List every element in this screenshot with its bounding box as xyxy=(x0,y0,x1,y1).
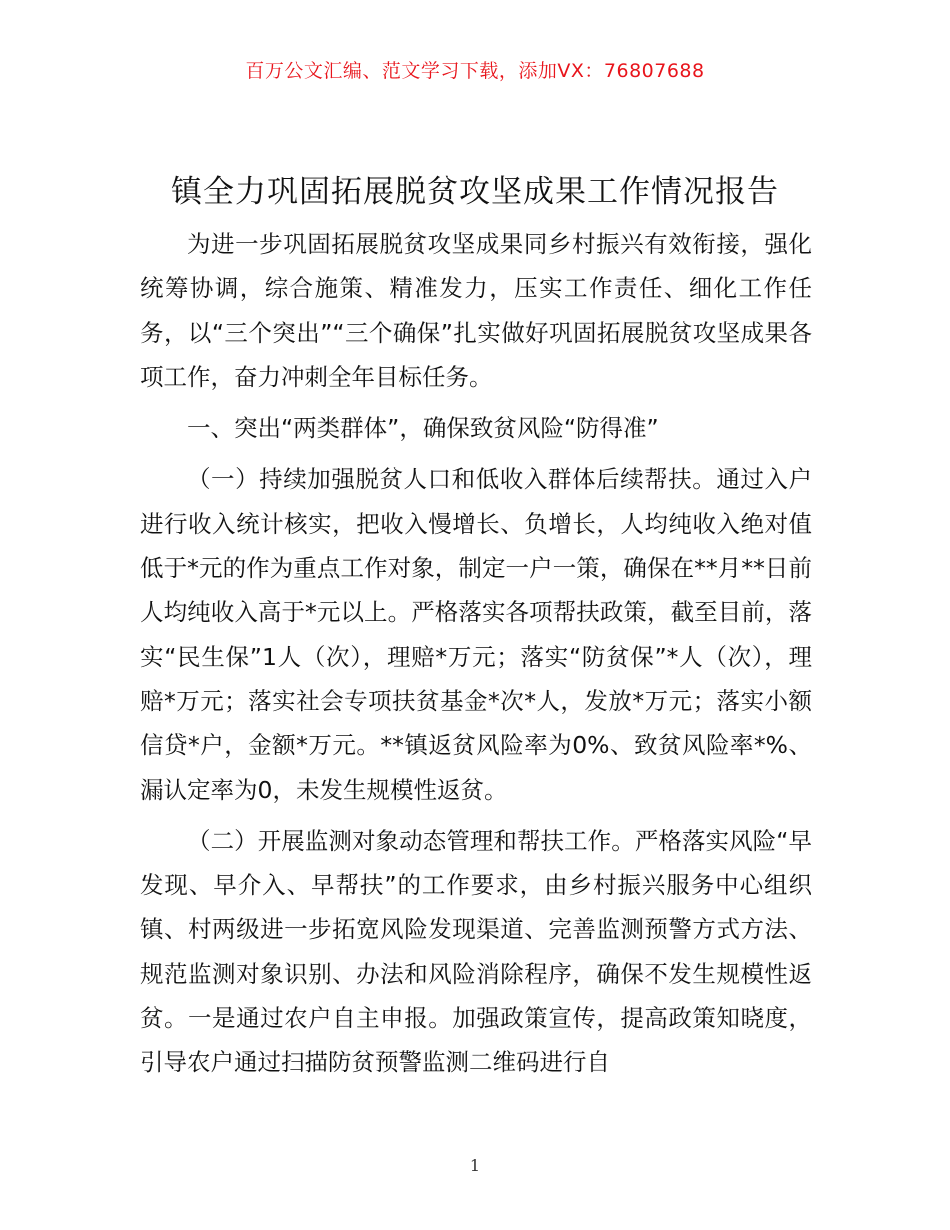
header-banner: 百万公文汇编、范文学习下载，添加VX：76807688 xyxy=(245,60,705,82)
document-body xyxy=(140,222,812,1085)
subsection-paragraph-1: （一）持续加强脱贫人口和低收入群体后续帮扶。通过入户进行收入统计核实，把收入慢增长、负增长，人均纯收入绝对值低于*元的作为重点工作对象，制定一户一策，确保在**月**日前人均纯收入高于*元以上。严格落实各项帮扶政策，截至目前，落实“民生保”1人（次），理赔*万元；落实“防贫保”*人（次），理赔*万元；落实社会专项扶贫基金*次*人，发放*万元；落实小额信贷*户，金额*万元。**镇返贫风险率为0%、致贫风险率*%、漏认定率为0，未发生规模性返贫。 xyxy=(140,465,812,804)
document-title: 镇全力巩固拓展脱贫攻坚成果工作情况报告 xyxy=(171,174,779,210)
intro-paragraph: 为进一步巩固拓展脱贫攻坚成果同乡村振兴有效衔接，强化统筹协调，综合施策、精准发力，压实工作责任、细化工作任务，以“三个突出”“三个确保”扎实做好巩固拓展脱贫攻坚成果各项工作，奋力冲刺全年目标任务。 xyxy=(140,230,812,391)
subsection-paragraph-2: （二）开展监测对象动态管理和帮扶工作。严格落实风险“早发现、早介入、早帮扶”的工作要求，由乡村振兴服务中心组织镇、村两级进一步拓宽风险发现渠道、完善监测预警方式方法、规范监测对象识别、办法和风险消除程序，确保不发生规模性返贫。一是通过农户自主申报。加强政策宣传，提高政策知晓度，引导农户通过扫描防贫预警监测二维码进行自 xyxy=(140,826,812,1077)
section-heading-1: 一、突出“两类群体”，确保致贫风险“防得准” xyxy=(187,414,659,443)
page-number: 1 xyxy=(469,1156,481,1175)
